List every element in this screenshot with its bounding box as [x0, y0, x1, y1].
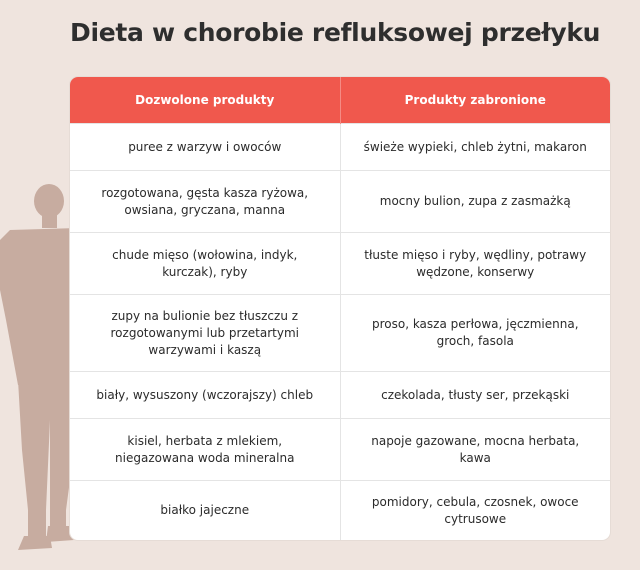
table-row [70, 171, 610, 233]
table-row [70, 124, 610, 171]
allowed-cell: kisiel, herbata z mlekiem, niegazowana woda mineralna [70, 419, 340, 481]
table-row [70, 419, 610, 481]
header-allowed-products: Dozwolone produkty [70, 77, 340, 124]
forbidden-cell: świeże wypieki, chleb żytni, makaron [340, 124, 610, 171]
table-row [70, 233, 610, 295]
allowed-cell: biały, wysuszony (wczorajszy) chleb [70, 372, 340, 419]
forbidden-cell: napoje gazowane, mocna herbata, kawa [340, 419, 610, 481]
forbidden-cell: mocny bulion, zupa z zasmażką [340, 171, 610, 233]
allowed-cell: puree z warzyw i owoców [70, 124, 340, 171]
table-row [70, 372, 610, 419]
allowed-cell: rozgotowana, gęsta kasza ryżowa, owsiana, gryczana, manna [70, 171, 340, 233]
diet-table [70, 77, 610, 540]
allowed-cell: białko jajeczne [70, 481, 340, 541]
allowed-cell: chude mięso (wołowina, indyk, kurczak), ryby [70, 233, 340, 295]
forbidden-cell: tłuste mięso i ryby, wędliny, potrawy wędzone, konserwy [340, 233, 610, 295]
forbidden-cell: proso, kasza perłowa, jęczmienna, groch, fasola [340, 295, 610, 372]
forbidden-cell: czekolada, tłusty ser, przekąski [340, 372, 610, 419]
header-forbidden-products: Produkty zabronione [340, 77, 610, 124]
table-row [70, 481, 610, 541]
table-row [70, 295, 610, 372]
forbidden-cell: pomidory, cebula, czosnek, owoce cytrusowe [340, 481, 610, 541]
allowed-cell: zupy na bulionie bez tłuszczu z rozgotowanymi lub przetartymi warzywami i kaszą [70, 295, 340, 372]
page-title: Dieta w chorobie refluksowej przełyku [70, 18, 601, 47]
